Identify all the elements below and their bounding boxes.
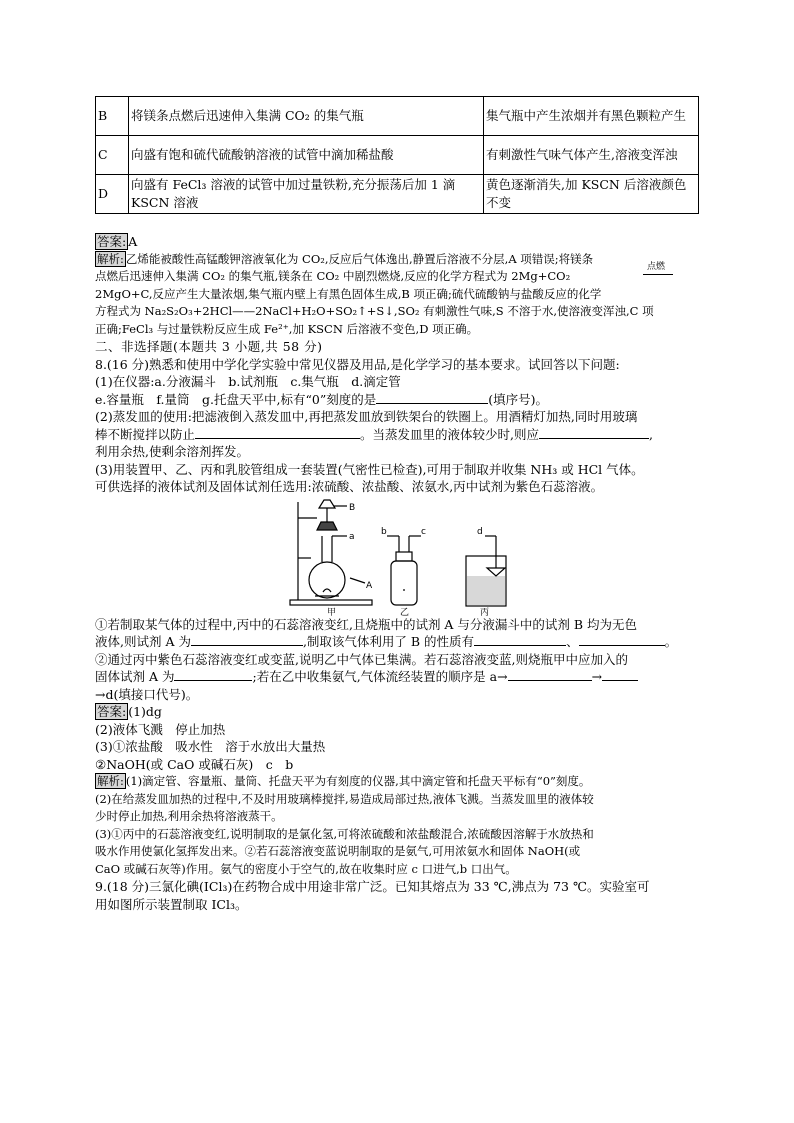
label-yi: 乙	[400, 607, 410, 616]
q9-stem-line: 9.(18 分)三氯化碘(ICl₃)在药物合成中用途非常广泛。已知其熔点为 33 ℃,沸点为 73 ℃。实验室可	[95, 879, 650, 894]
question-text: ;若在乙中收集氨气,气体流经装置的顺序是 a→	[252, 669, 508, 684]
operation-cell: 向盛有饱和硫代硫酸钠溶液的试管中滴加稀盐酸	[129, 136, 484, 175]
q9-stem-line: 用如图所示装置制取 ICl₃。	[95, 896, 248, 912]
q8-explanation-line: 吸水作用使氯化氢挥发出来。②若石蕊溶液变蓝说明制取的是氨气,可用浓氨水和固体 NaOH(或	[95, 844, 581, 858]
operation-cell: 将镁条点燃后迅速伸入集满 CO₂ 的集气瓶	[129, 97, 484, 136]
label-bing: 丙	[480, 607, 490, 616]
apparatus-diagram	[95, 496, 699, 616]
ignite-condition: 点燃	[647, 262, 666, 272]
q7-explanation-line: 正确;FeCl₃ 与过量铁粉反应生成 Fe²⁺,加 KSCN 后溶液不变色,D 项正确。	[95, 321, 479, 336]
question-text: →	[591, 669, 603, 684]
answer-blank	[191, 633, 303, 646]
question-text: 棒不断搅拌以防止	[95, 426, 196, 442]
section-title: 二、非选择题(本题共 3 小题,共 58 分)	[95, 339, 323, 354]
answer-text: (1)dg	[128, 704, 162, 719]
question-text: 固体试剂 A 为	[95, 669, 175, 684]
explanation-tag: 解析:	[97, 774, 124, 788]
q8-explanation-line: 少时停止加热,利用余热将溶液蒸干。	[95, 809, 283, 823]
apparatus-jia	[290, 500, 372, 605]
apparatus-figure	[95, 496, 699, 616]
apparatus-yi	[387, 536, 421, 605]
q8-explanation-line: (3)①丙中的石蕊溶液变红,说明制取的是氯化氢,可将浓硫酸和浓盐酸混合,浓硫酸因溶解于水放热和	[95, 826, 594, 841]
answer-tag: 答案:	[97, 704, 127, 719]
question-text: 。当蒸发皿里的液体较少时,则应	[360, 426, 539, 442]
q8-answer-line	[95, 703, 699, 721]
option-cell: C	[96, 136, 129, 175]
answer-blank	[174, 668, 252, 681]
q8-sub2-line	[95, 668, 699, 686]
label-jia: 甲	[327, 607, 337, 616]
table-row	[96, 97, 699, 136]
answer-blank	[195, 426, 360, 439]
q8-part1-line: (1)在仪器:a.分液漏斗 b.试剂瓶 c.集气瓶 d.滴定管	[95, 374, 401, 389]
answer-blank	[508, 668, 592, 681]
q8-answer-line: (2)液体飞溅 停止加热	[95, 721, 226, 737]
answer-blank	[376, 391, 488, 404]
q8-sub2-line: ②通过丙中紫色石蕊溶液变红或变蓝,说明乙中气体已集满。若石蕊溶液变蓝,则烧瓶甲中应加入的	[95, 651, 628, 667]
explanation-text: 点燃后迅速伸入集满 CO₂ 的集气瓶,镁条在 CO₂ 中剧烈燃烧,反应的化学方程式为 2Mg+CO₂	[95, 269, 571, 283]
question-text: 液体,则试剂 A 为	[95, 634, 191, 649]
q8-sub2-line: →d(填接口代号)。	[95, 686, 199, 702]
label-b: b	[381, 526, 387, 537]
question-text: ,制取该气体利用了 B 的性质有	[302, 634, 475, 649]
label-A: A	[366, 580, 373, 591]
explanation-tag: 解析:	[97, 251, 124, 266]
option-cell: B	[96, 97, 129, 136]
question-text: e.容量瓶 f.量筒 g.托盘天平中,标有“0”刻度的是	[95, 391, 377, 407]
label-c: c	[421, 526, 426, 537]
question-text: (填序号)。	[488, 391, 548, 407]
q7-explanation-line	[95, 262, 699, 286]
label-d: d	[477, 526, 483, 537]
phenomenon-cell: 有刺激性气味气体产生,溶液变浑浊	[484, 136, 699, 175]
question-text: 。	[664, 634, 678, 649]
phenomenon-cell: 黄色逐渐消失,加 KSCN 后溶液颜色不变	[484, 175, 699, 214]
q8-sub1-line: ①若制取某气体的过程中,丙中的石蕊溶液变红,且烧瓶中的试剂 A 与分液漏斗中的试剂 B 均为无色	[95, 616, 638, 632]
table-row	[96, 136, 699, 175]
q7-explanation-line: 方程式为 Na₂S₂O₃+2HCl——2NaCl+H₂O+SO₂↑+S↓,SO₂ 有刺激性气味,S 不溶于水,使溶液变浑浊,C 项	[95, 304, 654, 318]
q8-part2-line: 利用余热,使剩余溶剂挥发。	[95, 444, 249, 459]
answer-text: A	[128, 234, 138, 249]
q8-part3-line: 可供选择的液体试剂及固体试剂任选用:浓硫酸、浓盐酸、浓氨水,丙中试剂为紫色石蕊溶液。	[95, 479, 604, 494]
q8-part2-line	[95, 426, 699, 444]
apparatus-bing	[466, 536, 506, 606]
answer-tag: 答案:	[97, 234, 127, 249]
answer-blank	[539, 426, 649, 439]
q7-explanation-line: 2MgO+C,反应产生大量浓烟,集气瓶内壁上有黑色固体生成,B 项正确;硫代硫酸钠与盐酸反应的化学	[95, 286, 602, 301]
q7-answer	[95, 233, 699, 251]
label-a: a	[349, 531, 355, 542]
experiment-table	[95, 96, 699, 214]
q8-part1-line	[95, 391, 699, 409]
q8-part3-line: (3)用装置甲、乙、丙和乳胶管组成一套装置(气密性已检查),可用于制取并收集 NH₃ 或 HCl 气体。	[95, 461, 644, 477]
q8-stem: 8.(16 分)熟悉和使用中学化学实验中常见仪器及用品,是化学学习的基本要求。试回答以下问题:	[95, 356, 620, 372]
q8-answer-line: (3)①浓盐酸 吸水性 溶于水放出大量热	[95, 739, 326, 754]
explanation-text: 乙烯能被酸性高锰酸钾溶液氧化为 CO₂,反应后气体逸出,静置后溶液不分层,A 项错误;将镁条	[125, 251, 594, 266]
phenomenon-cell: 集气瓶中产生浓烟并有黑色颗粒产生	[484, 97, 699, 136]
q7-explanation-line	[95, 251, 699, 269]
answer-blank	[602, 668, 638, 681]
label-B: B	[349, 502, 356, 513]
q8-explanation-line	[95, 773, 699, 791]
document-page	[95, 96, 699, 913]
answer-blank	[474, 633, 566, 646]
explanation-text: (1)滴定管、容量瓶、量筒、托盘天平为有刻度的仪器,其中滴定管和托盘天平标有“0”刻度。	[125, 774, 591, 788]
option-cell: D	[96, 175, 129, 214]
table-row	[96, 175, 699, 214]
question-text: 、	[566, 634, 579, 649]
operation-cell: 向盛有 FeCl₃ 溶液的试管中加过量铁粉,充分振荡后加 1 滴 KSCN 溶液	[129, 175, 484, 214]
answer-blank	[579, 633, 665, 646]
q8-sub1-line	[95, 633, 699, 651]
q8-answer-line: ②NaOH(或 CaO 或碱石灰) c b	[95, 756, 294, 772]
q8-explanation-line: (2)在给蒸发皿加热的过程中,不及时用玻璃棒搅拌,易造成局部过热,液体飞溅。当蒸发皿里的液体较	[95, 791, 594, 806]
q8-explanation-line: CaO 或碱石灰等)作用。氨气的密度小于空气的,故在收集时应 c 口进气,b 口出气。	[95, 861, 517, 876]
reaction-arrow	[643, 274, 673, 275]
question-text: ,	[649, 426, 653, 442]
q8-part2-line: (2)蒸发皿的使用:把滤液倒入蒸发皿中,再把蒸发皿放到铁架台的铁圈上。用酒精灯加热,同时用玻璃	[95, 409, 638, 424]
